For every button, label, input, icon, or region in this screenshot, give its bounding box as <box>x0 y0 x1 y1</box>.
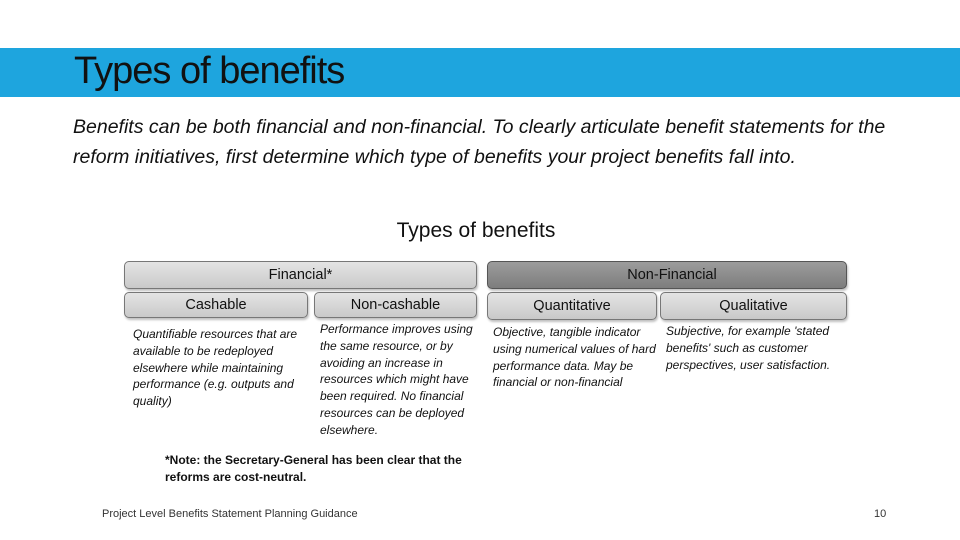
qualitative-label: Qualitative <box>719 298 788 314</box>
page-number: 10 <box>874 508 887 520</box>
footer-text: Project Level Benefits Statement Planning Guidance <box>102 508 358 520</box>
non-cashable-box <box>314 292 477 318</box>
financial-box <box>124 261 477 289</box>
cashable-box <box>124 292 308 318</box>
non-financial-box <box>487 261 847 289</box>
qualitative-description: Subjective, for example 'stated benefits' such as customer perspectives, user satisfaction. <box>666 324 831 372</box>
cost-neutral-note: *Note: the Secretary-General has been clear that the reforms are cost-neutral. <box>165 453 462 484</box>
diagram-title: Types of benefits <box>396 219 556 242</box>
non-cashable-description: Performance improves using the same resource, or by avoiding an increase in resources which might have been required. No financial resources can be deployed elsewhere. <box>320 322 473 437</box>
cashable-description: Quantifiable resources that are available to be redeployed elsewhere while maintaining performance (e.g. outputs and quality) <box>133 327 298 409</box>
cashable-label: Cashable <box>185 297 247 313</box>
quantitative-description: Objective, tangible indicator using numerical values of hard performance data. May be financial or non-financial <box>493 325 656 390</box>
intro-paragraph: Benefits can be both financial and non-financial. To clearly articulate benefit statements for the reform initiatives, first determine which type of benefits your project benefits fall into. <box>73 116 886 168</box>
non-financial-label: Non-Financial <box>627 267 717 283</box>
quantitative-label: Quantitative <box>533 298 611 314</box>
financial-label: Financial* <box>268 267 333 283</box>
non-cashable-label: Non-cashable <box>350 297 441 313</box>
qualitative-box <box>660 292 847 320</box>
slide-title: Types of benefits <box>74 50 345 92</box>
quantitative-box <box>487 292 657 320</box>
